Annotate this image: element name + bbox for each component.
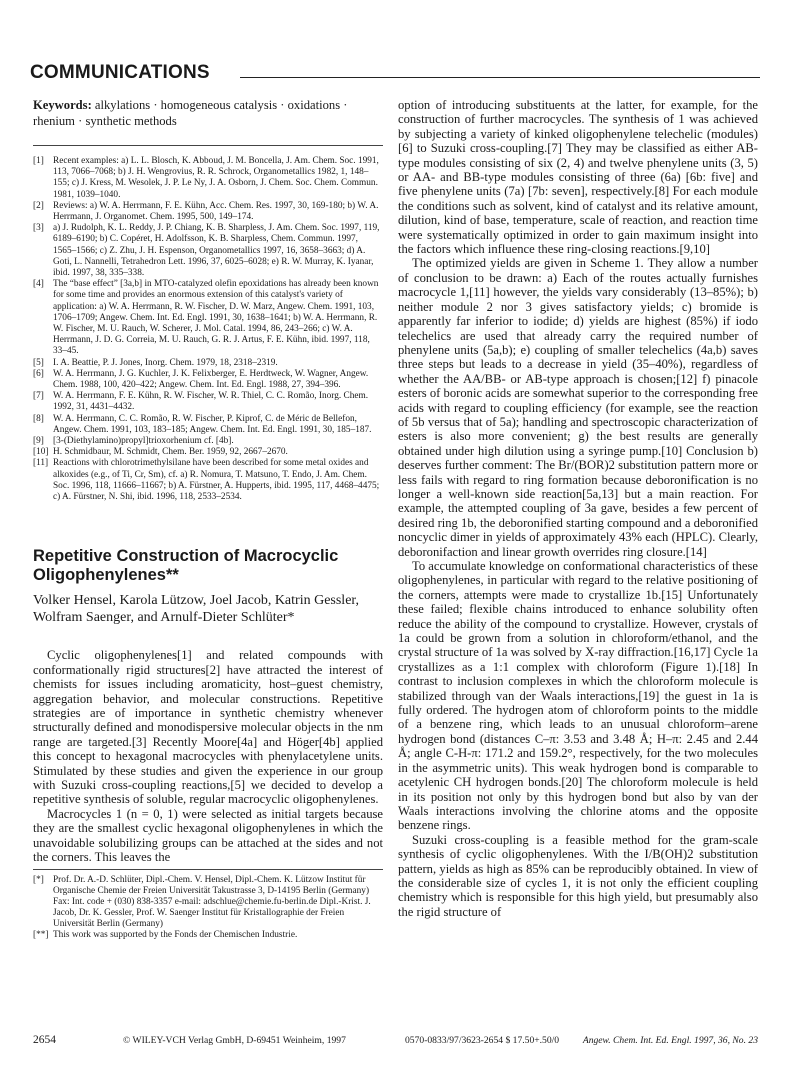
journal-citation: Angew. Chem. Int. Ed. Engl. 1997, 36, No. 23: [582, 1035, 758, 1046]
reference-text: Recent examples: a) L. L. Blosch, K. Abboud, J. M. Boncella, J. Am. Chem. Soc. 1991, 113, 7066–7068; b) J. H. Wengrovius, R. R. Schrock, Organometallics 1982, 1, 148–155; c) J. Kress, M. Wesolek, J. P. Le Ny, J. A. Osborn, J. Chem. Soc. Chem. Commun. 1981, 1039–1040.: [53, 156, 379, 200]
reference-number: [6]: [33, 368, 44, 379]
article-title: Repetitive Construction of Macrocyclic Oligophenylenes**: [33, 547, 339, 585]
footnote-text: This work was supported by the Fonds der Chemischen Industrie.: [53, 930, 298, 941]
reference-text: The “base effect” [3a,b] in MTO-catalyzed olefin epoxidations has already been known for some time and provides an enormous extension of this catalyst's variety of application: a) W. A. Herrmann, R. W. Fischer, D. W. Marz, Angew. Chem. 1991, 103, 1706–1709; Angew. Chem. Int. Ed. Engl. 1991, 30, 1638–1641; b) W. A. Herrmann, R. W. Fischer, M. U. Rauch, W. Scherer, J. Mol. Catal. 1994, 86, 243–266; c) W. A. Herrmann, J. D. G. Correia, M. U. Rauch, G. R. J. Artus, F. E. Kühn, ibid. 1997, 118, 33–45.: [53, 279, 379, 357]
reference-item: [33, 391, 383, 413]
page-footer: [33, 1034, 758, 1048]
article-code: 0570-0833/97/3623-2654 $ 17.50+.50/0: [405, 1035, 560, 1046]
reference-text: Reviews: a) W. A. Herrmann, F. E. Kühn, Acc. Chem. Res. 1997, 30, 169-180; b) W. A. Herrmann, J. Organomet. Chem. 1995, 500, 149–174.: [53, 200, 379, 223]
reference-number: [4]: [33, 279, 44, 290]
body-paragraph: Cyclic oligophenylenes[1] and related compounds with conformationally rigid structures[2] have attracted the interest of chemists for issues including aromaticity, host–guest chemistry, aggregation behavior, and molecular constructions. Repetitive strategies are of importance in synthetic chemistry whenever structurally defined and monodispersive molecular objects in the nm range are targeted.[3] Recently Moore[4a] and Höger[4b] applied this concept to hexagonal macrocycles with phenylacetylene units. Stimulated by these studies and given the experience in our group with Suzuki cross-coupling reactions,[5] we decided to develop a repetitive synthesis of soluble, regular macrocyclic oligophenylenes.: [33, 648, 383, 807]
reference-item: [33, 369, 383, 391]
reference-item: [33, 447, 383, 458]
footnote-mark: [*]: [33, 875, 44, 886]
reference-text: [3-(Diethylamino)propyl]trioxorhenium cf. [4b].: [53, 436, 234, 447]
footnote-mark: [**]: [33, 930, 49, 941]
page-number: 2654: [33, 1034, 56, 1046]
publisher-line: © WILEY-VCH Verlag GmbH, D-69451 Weinheim, 1997: [123, 1035, 346, 1046]
left-body-text: [33, 648, 383, 864]
reference-text: a) J. Rudolph, K. L. Reddy, J. P. Chiang, K. B. Sharpless, J. Am. Chem. Soc. 1997, 119, 6189–6190; b) C. Copéret, H. Adolfsson, K. B. Sharpless, Chem. Commun. 1997, 1565–1566; c) Z. Zhu, J. H. Espenson, Organometallics 1997, 16, 3658–3663; d) A. Goti, L. Nannelli, Tetrahedron Lett. 1996, 37, 6025–6028; e) R. W. Murray, K. Iyanar, ibid. 1997, 38, 335–338.: [53, 223, 380, 279]
reference-number: [5]: [33, 357, 44, 368]
reference-number: [8]: [33, 413, 44, 424]
reference-item: [33, 414, 383, 436]
reference-number: [2]: [33, 200, 44, 211]
reference-item: [33, 201, 383, 223]
reference-number: [3]: [33, 223, 44, 234]
body-paragraph: Macrocycles 1 (n = 0, 1) were selected as initial targets because they are the smallest cyclic hexagonal oligophenylenes in which the unavoidable solubilizing groups can be attached at the sides and not the corners. This leaves the: [33, 806, 383, 864]
reference-number: [11]: [33, 458, 49, 469]
reference-item: [33, 156, 383, 201]
body-paragraph: The optimized yields are given in Scheme 1. They allow a number of conclusion to be drawn: a) Each of the routes actually furnishes macrocycle 1,[11] however, the yields vary considerably (13–85%); b) neither module 2 nor 3 gives satisfactory yields; c) bromide is apparently far inferior to iodide; d) yields are highest (85%) if iodo telechelics are used that already carry the required number of phenylene units (5a,b); e) coupling of smaller telechelics (4a,b) saves three steps but leads to a decrease in yield (35–40%), regardless of whether the AA/BB- or AB-type approach is chosen;[12] f) pinacole esters of boronic acids are somewhat superior to the corresponding free acids with regard to coupling efficiency (for example, see the reaction of 5b versus that of 5a); handling and spectroscopic characterization of esters is also more convenient; g) the best results are generally obtained under high dilution using a syringe pump.[10] Conclusion b) deserves further comment: The Br/(BOR)2 substitution pattern more or less fails with regard to ring formation because deboronification is no longer a well-known side reaction[5a,13] but a main reaction. For example, the attempted coupling of 3a gave, besides a few percent of desired ring 1b, the deboronified starting compound and a deboronified noncyclic dimer in yields of approximately 43% each (HPLC). Clearly, deboronifaction and linear growth overrides ring closure.[14]: [398, 256, 758, 559]
reference-text: I. A. Beattie, P. J. Jones, Inorg. Chem. 1979, 18, 2318–2319.: [53, 357, 278, 368]
reference-number: [10]: [33, 447, 49, 458]
section-title: COMMUNICATIONS: [30, 62, 210, 83]
reference-number: [1]: [33, 156, 44, 166]
reference-text: H. Schmidbaur, M. Schmidt, Chem. Ber. 1959, 92, 2667–2670.: [53, 447, 288, 458]
body-paragraph: Suzuki cross-coupling is a feasible method for the gram-scale synthesis of cyclic oligophenylenes. With the I/B(OH)2 substitution pattern, yields as high as 85% can be reproducibly obtained. In view of the considerable size of cycles 1, it is not only the efficient coupling chemistry which is responsible for this high yield, but presumably also the rigid structure of: [398, 832, 758, 919]
reference-number: [7]: [33, 391, 44, 402]
reference-item: [33, 358, 383, 369]
footnote: [33, 930, 383, 941]
body-paragraph: To accumulate knowledge on conformational characteristics of these oligophenylenes, in particular with regard to the relative positioning of the corners, attempts were made to crystallize 1b.[15] Unfortunately these failed; flexible chains introduced to enhance solubility often reduce the ability of the compound to crystallize. However, crystals of 1a could be grown from a solution in chloroform/ethanol, and the crystal structure of 1a was solved by X-ray diffraction.[16,17] Cycle 1a crystallizes as a 1:1 complex with chloroform (Figure 1).[18] In contrast to inclusion complexes in which the chloroform molecule is stabilized through van der Waals interactions,[19] the guest in 1a is fully ordered. The hydrogen atom of chloroform points to the middle of a benzene ring, which leads to an unusual chloroform–arene hydrogen bond (distances C–π: 3.53 and 3.48 Å; H–π: 2.45 and 2.44 Å; angle C-H-π: 171.2 and 159.2°, respectively, for the two molecules in the asymmetric units). This weak hydrogen bond is comparable to acetylenic CH hydrogen bonds.[20] The chloroform molecule is held in its position not only by this hydrogen bond but also by van der Waals interactions involving the chlorine atoms and the opposite benzene rings.: [398, 559, 758, 833]
reference-text: Reactions with chlorotrimethylsilane have been described for some metal oxides and alkoxides (e.g., of Ti, Cr, Sm), cf. a) R. Nomura, T. Matsuno, T. Endo, J. Am. Chem. Soc. 1996, 118, 11666–11667; b) A. Fürstner, A. Hupperts, ibid. 1995, 117, 4468–4475; c) A. Fürstner, N. Shi, ibid. 1996, 118, 2533–2534.: [53, 458, 380, 503]
section-header: [30, 62, 760, 84]
body-paragraph: option of introducing substituents at the latter, for example, for the construction of further macrocycles. The synthesis of 1 was achieved by subjecting a variety of kinked oligophenylene telechelic (modules)[6] to Suzuki cross-coupling.[7] They may be classified as either AB-type modules consisting of six (2, 4) and twelve phenylene units (3, 5) or AA- and BB-type modules consisting of three (6a) [6b: five] and five phenylene units (7a) [7b: seven], respectively.[8] For each module the conditions such as solvent, kind of catalyst and its relative amount, dilution, kind of base, temperature, scale of reaction, and reaction time were systematically optimized in order to gain maximum insight into the factors which influence these ring-closing reactions.[9,10]: [398, 98, 758, 257]
reference-number: [9]: [33, 436, 44, 447]
reference-item: [33, 223, 383, 279]
footnote: [33, 875, 383, 930]
header-rule: [240, 77, 760, 78]
reference-item: [33, 458, 383, 503]
reference-text: W. A. Herrmann, J. G. Kuchler, J. K. Felixberger, E. Herdtweck, W. Wagner, Angew. Chem. 1988, 100, 420–422; Angew. Chem. Int. Ed. Engl. 1988, 27, 394–396.: [53, 368, 369, 391]
footnote-text: Prof. Dr. A.-D. Schlüter, Dipl.-Chem. V. Hensel, Dipl.-Chem. K. Lützow Institut für Organische Chemie der Freien Universität Takustrasse 3, D-14195 Berlin (Germany) Fax: Int. code + (030) 838-3357 e-mail: adschlue@chemie.fu-berlin.de Dipl.-Krist. J. Jacob, Dr. K. Gessler, Prof. W. Saenger Institut für Kristallographie der Freien Universität Berlin (Germany): [53, 875, 371, 930]
keywords: [33, 98, 383, 129]
reference-item: [33, 436, 383, 447]
reference-list: [33, 145, 383, 503]
reference-item: [33, 279, 383, 357]
author-footnotes: [33, 869, 383, 941]
keywords-label: Keywords:: [33, 98, 92, 112]
right-column: [398, 98, 758, 919]
reference-text: W. A. Herrmann, C. C. Romão, R. W. Fischer, P. Kiprof, C. de Méric de Bellefon, Angew. Chem. 1991, 103, 183–185; Angew. Chem. Int. Ed. Engl. 1991, 30, 185–187.: [53, 413, 372, 435]
reference-text: W. A. Herrmann, F. E. Kühn, R. W. Fischer, W. R. Thiel, C. C. Romão, Inorg. Chem. 1992, 31, 4431–4432.: [53, 391, 369, 413]
left-column: [33, 98, 383, 941]
article-authors: Volker Hensel, Karola Lützow, Joel Jacob, Katrin Gessler, Wolfram Saenger, and Arnulf-Dieter Schlüter*: [33, 593, 360, 625]
keywords-text: alkylations · homogeneous catalysis · oxidations · rhenium · synthetic methods: [33, 98, 348, 128]
